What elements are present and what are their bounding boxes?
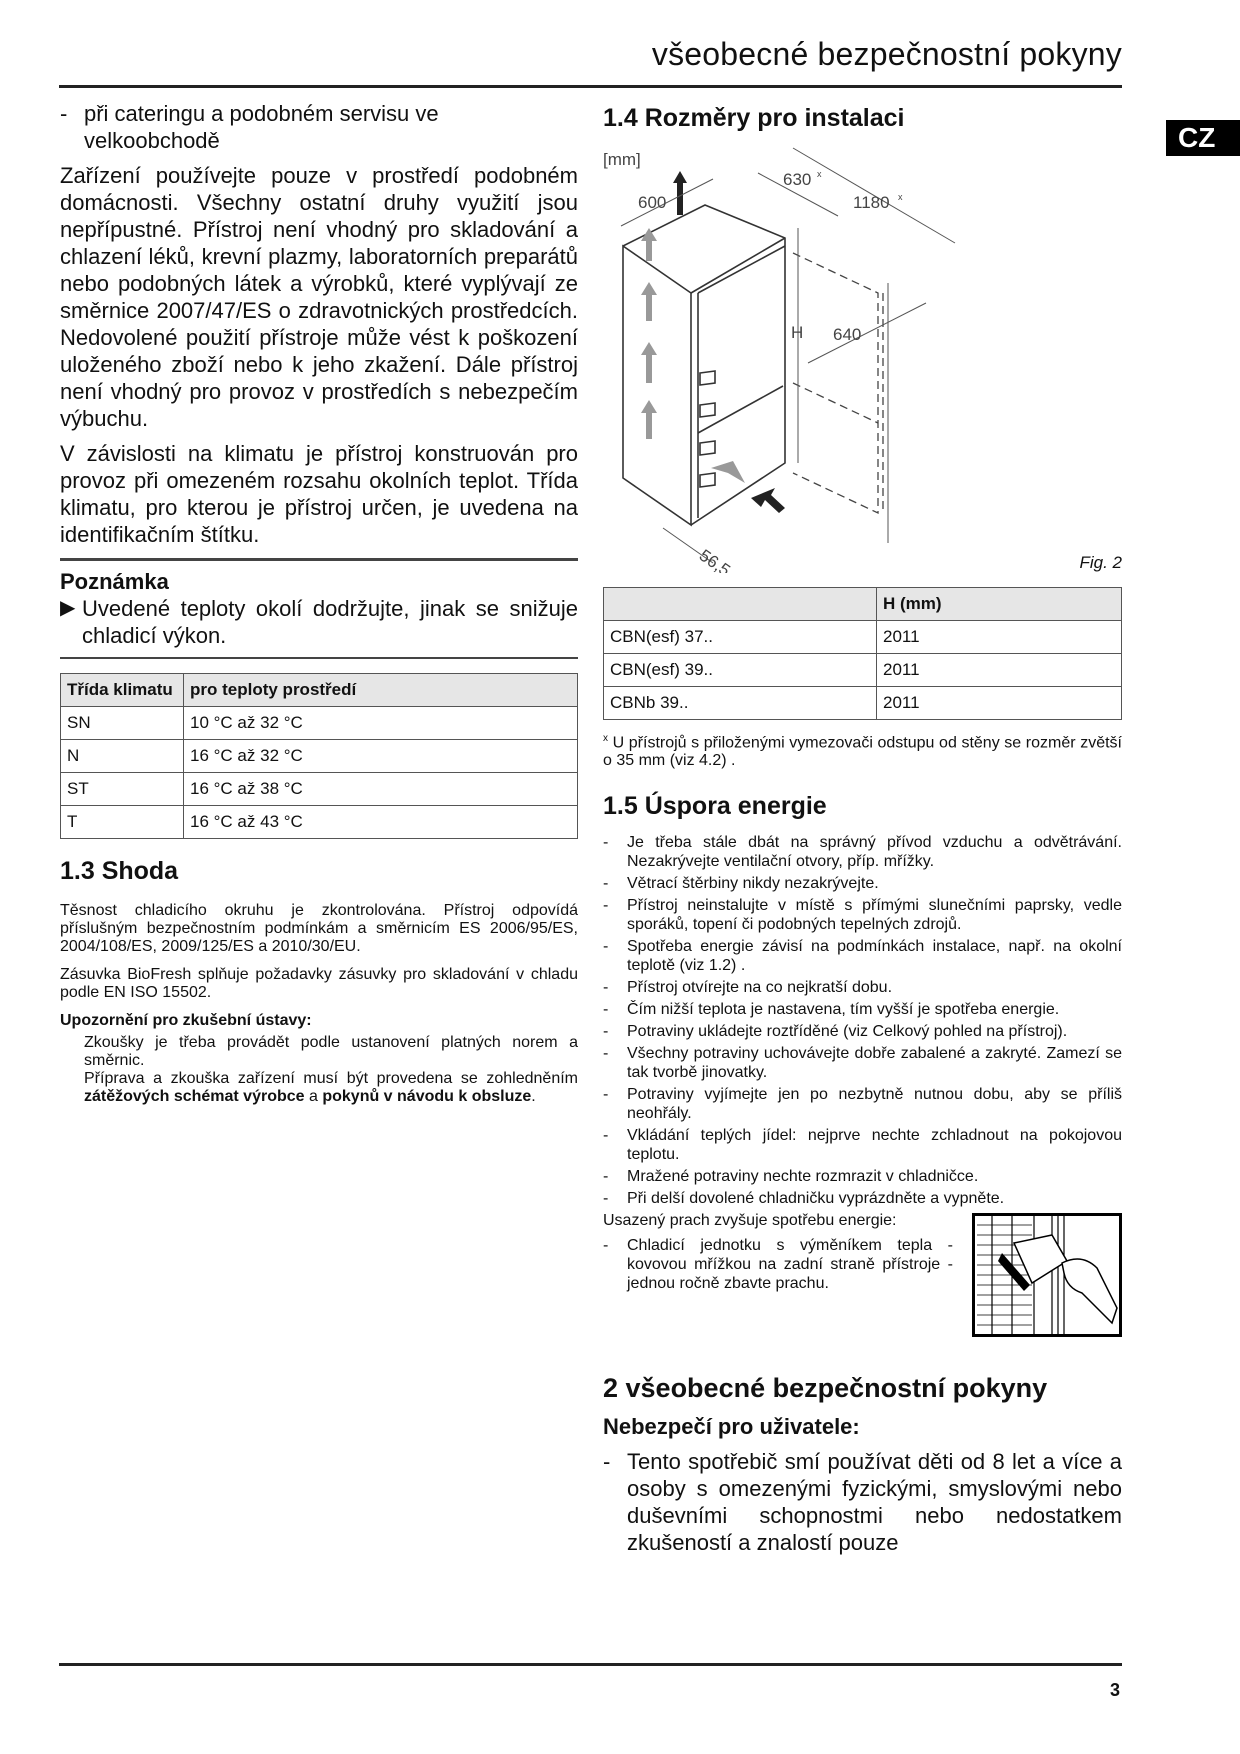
dim-gap-label: 56,5 (695, 545, 734, 573)
temperature-range: 10 °C až 32 °C (184, 707, 578, 740)
test-institutes-heading (60, 1012, 578, 1030)
list-item-text: Mražené potraviny nechte rozmrazit v chladničce. (627, 1168, 979, 1186)
appliance-height-table (603, 587, 1122, 720)
model-name: CBNb 39.. (604, 687, 877, 720)
temperature-range: 16 °C až 38 °C (184, 773, 578, 806)
note-text: Uvedené teploty okolí dodržujte, jinak se snižuje chladicí výkon. (82, 596, 578, 648)
list-item (603, 1236, 953, 1293)
bullet-dash: - (603, 1190, 609, 1208)
footnote-mark: x (603, 733, 608, 744)
footnote-text: U přístrojů s přiloženými vymezovači odstupu od stěny se rozměr zvětší o 35 mm (viz 4.2) . (603, 734, 1122, 770)
climate-class: T (61, 806, 184, 839)
list-item-text: Potraviny ukládejte roztříděné (viz Celkový pohled na přístroj). (627, 1023, 1068, 1041)
climate-paragraph: V závislosti na klimatu je přístroj konstruován pro provoz při omezeném rozsahu okolních teplot. Třída klimatu, pro kterou je přístroj určen, je uvedena na identifikačním štítku. (60, 441, 578, 547)
climate-class: N (61, 740, 184, 773)
note-item (60, 595, 578, 649)
bullet-dash: - (603, 875, 609, 893)
list-item-text: Čím nižší teplota je nastavena, tím vyšší je spotřeba energie. (627, 1001, 1060, 1019)
list-item (603, 1448, 1122, 1556)
brush-cleaning-illustration (972, 1213, 1122, 1337)
height-value: 2011 (877, 621, 1122, 654)
note-bottom-rule (60, 657, 578, 659)
list-item-text: Chladicí jednotku s výměníkem tepla - kovovou mřížkou na zadní straně přístroje - jednou ročně zbavte prachu. (627, 1237, 953, 1293)
list-item-text: Potraviny vyjímejte jen po nezbytně nutnou dobu, aby se příliš neohřály. (627, 1086, 1122, 1123)
list-item (603, 874, 1122, 893)
list-item-text: Přístroj otvírejte na co nejkratší dobu. (627, 979, 893, 997)
list-item-text: Tento spotřebič smí používat děti od 8 let a více a osoby s omezenými fyzickými, smyslovými nebo duševními schopnostmi nebo nedostatkem zkušeností a znalostí pouze (627, 1449, 1122, 1556)
user-hazard-subheading: Nebezpečí pro uživatele: (603, 1414, 860, 1440)
test-heading-text: Upozornění pro zkušební ústavy: (60, 1012, 312, 1029)
dim-niche-depth-label: 640 (833, 325, 862, 344)
list-item-text: Spotřeba energie závisí na podmínkách instalace, např. na okolní teplotě (viz 1.2) . (627, 938, 1122, 975)
dim-footnote-mark: x (817, 169, 822, 179)
catering-bullet (60, 100, 578, 154)
height-value: 2011 (877, 654, 1122, 687)
list-item-text: Přístroj neinstalujte v místě s přímými slunečními paprsky, vedle sporáků, topení či podobných tepelných zdrojů. (627, 897, 1122, 934)
list-item-text: Je třeba stále dbát na správný přívod vzduchu a odvětrávání. Nezakrývejte ventilační otvory, příp. mřížky. (627, 834, 1122, 871)
climate-class: SN (61, 707, 184, 740)
table-row (604, 621, 1122, 654)
right-column (603, 100, 1122, 1556)
footer-rule (59, 1663, 1122, 1666)
test-institutes-notes (60, 1034, 578, 1106)
bold-span: zátěžových schémat výrobce (84, 1088, 305, 1105)
bullet-dash: - (603, 897, 609, 915)
energy-saving-list (603, 833, 1122, 1208)
bullet-dash: - (603, 938, 609, 956)
table-header-row (604, 588, 1122, 621)
fridge-dimension-drawing (603, 143, 1122, 573)
usage-paragraph: Zařízení používejte pouze v prostředí podobném domácnosti. Všechny ostatní druhy využití jsou nepřípustné. Přístroj není vhodný pro skladování a chlazení léků, krevní plazmy, laboratorních preparátů nebo podobných látek a výrobků, které vyplývají ze směrnice 2007/47/ES o zdravotnických prostředcích. Nedovolené použití přístroje může vést k poškození uloženého zboží nebo k jeho zkažení. Dále přístroj není vhodný pro provoz v prostředích s nebezpečím výbuchu. (60, 163, 578, 431)
list-item (603, 978, 1122, 997)
unit-label: [mm] (603, 150, 641, 169)
language-badge: CZ (1166, 120, 1240, 156)
bullet-dash: - (603, 979, 609, 997)
temperature-range: 16 °C až 43 °C (184, 806, 578, 839)
bullet-dash: - (60, 101, 68, 126)
col-header-temperature: pro teploty prostředí (184, 674, 578, 707)
dust-cleaning-block (603, 1211, 1122, 1349)
bullet-text: při cateringu a podobném servisu ve velkoobchodě (84, 101, 439, 153)
list-item (603, 1126, 1122, 1164)
dimension-footnote (603, 730, 1122, 770)
bullet-dash: - (603, 834, 609, 852)
biofresh-paragraph: Zásuvka BioFresh splňuje požadavky zásuvky pro skladování v chladu podle EN ISO 15502. (60, 966, 578, 1001)
bullet-dash: - (603, 1237, 609, 1255)
triangle-right-icon: ▶ (60, 597, 76, 619)
bullet-dash: - (603, 1001, 609, 1019)
table-row (604, 654, 1122, 687)
page-header-title: všeobecné bezpečnostní pokyny (651, 36, 1122, 72)
test-note-1: Zkoušky je třeba provádět podle ustanovení platných norem a směrnic. (84, 1034, 578, 1069)
list-item (603, 1000, 1122, 1019)
list-item (603, 1167, 1122, 1186)
list-item (603, 833, 1122, 871)
bullet-dash: - (603, 1086, 609, 1104)
dim-width-label: 600 (638, 193, 667, 212)
list-item (603, 1044, 1122, 1082)
text-span: Příprava a zkouška zařízení musí být provedena se zohledněním (84, 1070, 578, 1087)
page-number: 3 (1110, 1680, 1121, 1700)
conformity-paragraph: Těsnost chladicího okruhu je zkontrolována. Přístroj odpovídá příslušným bezpečnostním podmínkám a směrnicím ES 2006/95/ES, 2004/108/ES, 2009/125/ES a 2010/30/EU. (60, 902, 578, 955)
col-header-height: H (mm) (877, 588, 1122, 621)
bold-span: pokynů v návodu k obsluze (322, 1088, 532, 1105)
list-item-text: Při delší dovolené chladničku vyprázdněte a vypněte. (627, 1190, 1005, 1208)
list-item (603, 896, 1122, 934)
dust-intro: Usazený prach zvyšuje spotřebu energie: (603, 1212, 897, 1230)
bullet-dash: - (603, 1449, 611, 1475)
section-heading-1-4: 1.4 Rozměry pro instalaci (603, 104, 905, 132)
table-row (604, 687, 1122, 720)
list-item-text: Větrací štěrbiny nikdy nezakrývejte. (627, 875, 879, 893)
text-span: . (531, 1088, 536, 1105)
col-header-class: Třída klimatu (61, 674, 184, 707)
header-rule (59, 85, 1122, 88)
list-item-text: Všechny potraviny uchovávejte dobře zabalené a zakryté. Zamezí se tak tvorbě jinovatky. (627, 1045, 1122, 1082)
note-top-rule (60, 558, 578, 561)
list-item (603, 1189, 1122, 1208)
model-name: CBN(esf) 37.. (604, 621, 877, 654)
installation-dimensions-figure (603, 143, 1122, 573)
dim-depth-label: 630 (783, 170, 812, 189)
climate-class-table (60, 673, 578, 839)
model-name: CBN(esf) 39.. (604, 654, 877, 687)
note-title: Poznámka (60, 569, 169, 594)
test-note-2 (84, 1070, 578, 1106)
bullet-dash: - (603, 1023, 609, 1041)
dim-door-open-label: 1180 (853, 193, 890, 212)
bullet-dash: - (603, 1127, 609, 1145)
dim-footnote-mark: x (898, 192, 903, 202)
table-row (61, 806, 578, 839)
conformity-section (60, 902, 578, 1106)
left-column (60, 100, 578, 1106)
list-item (603, 937, 1122, 975)
section-heading-1-5: 1.5 Úspora energie (603, 792, 827, 821)
height-value: 2011 (877, 687, 1122, 720)
table-header-row (61, 674, 578, 707)
climate-class: ST (61, 773, 184, 806)
col-header-model (604, 588, 877, 621)
list-item-text: Vkládání teplých jídel: nejprve nechte zchladnout na pokojovou teplotu. (627, 1127, 1122, 1164)
table-row (61, 773, 578, 806)
table-row (61, 707, 578, 740)
bullet-dash: - (603, 1168, 609, 1186)
dim-height-label: H (791, 323, 804, 342)
bullet-dash: - (603, 1045, 609, 1063)
temperature-range: 16 °C až 32 °C (184, 740, 578, 773)
list-item (603, 1022, 1122, 1041)
list-item (603, 1085, 1122, 1123)
figure-caption: Fig. 2 (1079, 553, 1122, 572)
section-heading-2: 2 všeobecné bezpečnostní pokyny (603, 1373, 1048, 1404)
text-span: a (304, 1088, 323, 1105)
table-row (61, 740, 578, 773)
section-heading-1-3: 1.3 Shoda (60, 857, 179, 885)
